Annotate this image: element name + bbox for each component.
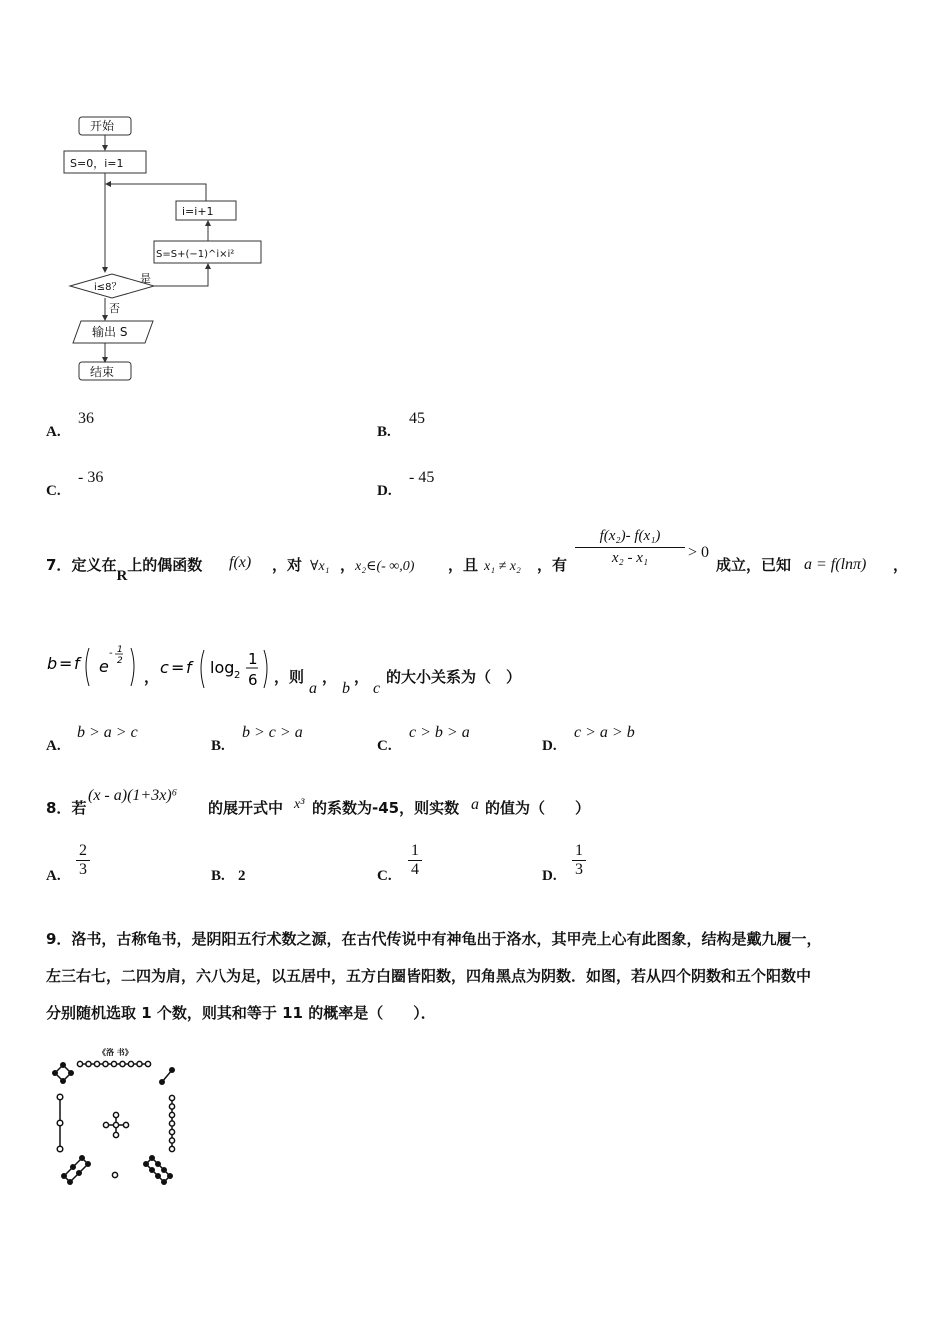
q8-option-d-den: 3 [575,861,583,878]
q7-comma: ， [340,556,356,574]
q8-number: 8． [46,799,72,817]
svg-text:f: f [186,658,192,677]
flow-yes-label: 是 [140,272,151,285]
q7-option-b-letter: B. [211,738,225,754]
q7-fx: f(x) [229,554,252,571]
q7-text-7: ， [893,556,909,574]
svg-text:-: - [109,648,113,659]
q7-text-6: 成立，已知 [716,556,792,574]
q8-option-a-letter: A. [46,868,61,884]
svg-text:6: 6 [248,671,258,689]
q7-var-b: b [342,680,350,697]
q7-text-9: 的大小关系为（ ） [386,668,522,686]
q7-gt0: > 0 [688,544,710,561]
q8-option-d-frac [572,842,586,879]
luoshu-title: 《洛 书》 [98,1048,133,1057]
q7-var-a: a [309,680,317,697]
q7-option-c-value: c > b > a [409,724,470,741]
svg-text:=: = [59,654,73,673]
q7-text-1: 定义在 [71,556,117,574]
q8-text-4: 的值为（ ） [485,799,591,817]
q8-option-c-frac [408,842,422,879]
q6-option-b-letter: B. [377,424,391,440]
q6-option-b-value: 45 [409,410,425,427]
q8-option-d-letter: D. [542,868,557,884]
q8-stem [46,797,86,818]
q7-frac-num: f(x₂)- f(x₁) [599,528,661,544]
q7-fraction [575,528,685,567]
svg-text:2: 2 [234,670,241,681]
q7-option-b-value: b > c > a [242,724,303,741]
svg-text:c: c [160,658,169,677]
q7-text-4: ，且 [448,556,479,574]
q6-option-a [46,424,61,441]
q8-text-1: 若 [71,799,87,817]
flow-update-i-label: i=i+1 [182,205,214,218]
q7-forall: ∀x₁ [310,559,330,574]
q6-option-a-value: 36 [78,410,94,427]
q8-expr: (x - a)(1+3x)⁶ [88,787,178,804]
flow-no-label: 否 [109,302,120,315]
q7-neq: x₁ ≠ x₂ [484,559,521,574]
q7-frac-bar [575,547,685,548]
q8-option-b-letter: B. [211,868,225,884]
q8-option-a-num: 2 [79,842,87,859]
q9-line-2: 左三右七，二四为肩，六八为足，以五居中，五方白圈皆阳数，四角黑点为阴数．如图，若从四个阴数和五个阳数中 [46,967,812,985]
luoshu-figure [48,1045,183,1195]
q6-option-d-letter: D. [377,483,392,499]
q7-var-c: c [373,680,381,697]
q7-R: R [116,568,128,584]
svg-text:=: = [171,658,185,677]
svg-text:1: 1 [248,650,258,668]
q9-line-1: 9．洛书，古称龟书，是阴阳五行术数之源，在古代传说中有神龟出于洛水，其甲壳上心有此图象，结构是戴九履一， [46,930,822,948]
q9-line-3: 分别随机选取 1 个数，则其和等于 11 的概率是（ ）． [46,1004,436,1022]
svg-text:b: b [47,654,58,673]
q7-comma-3: ， [322,668,338,686]
q8-option-b-value: 2 [238,868,246,884]
q7-text-3: ，对 [272,556,303,574]
q8-var-a: a [471,796,479,813]
flow-init-label: S=0，i=1 [70,157,124,170]
flow-start-label: 开始 [90,119,115,133]
q7-c-def [160,642,275,698]
flowchart [60,110,275,385]
svg-text:2: 2 [117,656,123,666]
q7-option-d-value: c > a > b [574,724,635,741]
q8-option-c-letter: C. [377,868,392,884]
q8-option-c-den: 4 [411,861,419,878]
q8-option-c-num: 1 [411,842,419,859]
q8-text-2: 的展开式中 [208,799,284,817]
q7-stem-line1 [46,554,203,584]
q6-option-d-value: - 45 [409,469,435,486]
q7-x2-in: x₂∈(- ∞,0) [355,559,415,574]
flow-end-label: 结束 [90,365,115,379]
q7-text-5: ，有 [537,556,568,574]
q7-text-2: 上的偶函数 [127,556,203,574]
q7-text-8: ，则 [274,668,305,686]
q8-x3: x³ [294,797,305,812]
q8-option-a-den: 3 [79,861,87,878]
q8-option-d-num: 1 [575,842,583,859]
q7-comma-4: ， [354,668,370,686]
q6-option-b [377,424,391,441]
svg-text:1: 1 [117,645,123,655]
q7-comma-2: ， [144,668,160,686]
q8-option-a-frac [76,842,90,879]
q7-option-d-letter: D. [542,738,557,754]
q7-a-def: a = f(lnπ) [804,556,867,573]
svg-text:log: log [210,658,235,677]
q6-option-c-letter: C. [46,483,61,499]
flow-condition-label: i≤8？ [94,282,122,293]
q6-option-a-letter: A. [46,424,61,440]
q7-option-a-value: b > a > c [77,724,138,741]
q6-option-c [46,483,61,500]
svg-text:e: e [99,657,109,676]
flow-output-label: 输出 S [92,325,128,339]
q8-text-3: 的系数为-45，则实数 [312,799,460,817]
q6-option-d [377,483,392,500]
q6-option-c-value: - 36 [78,469,104,486]
q7-option-a-letter: A. [46,738,61,754]
svg-text:f: f [74,654,80,673]
q7-number: 7． [46,556,72,574]
q7-frac-den: x₂ - x₁ [611,550,649,566]
flow-update-s-label: S=S+(−1)^i×i² [156,249,235,260]
q7-option-c-letter: C. [377,738,392,754]
